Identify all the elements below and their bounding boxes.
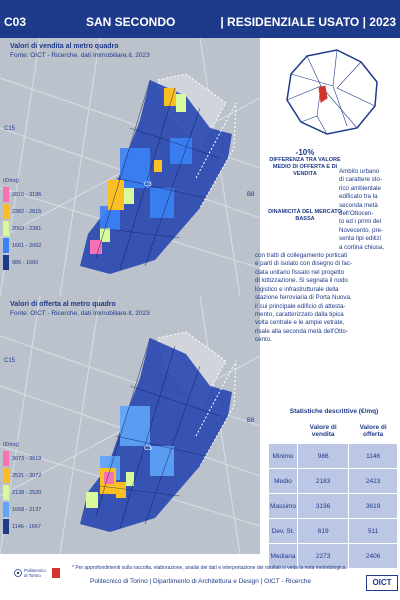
legend-label: 2382 - 2815 [12, 208, 42, 215]
offer-value-map [0, 296, 260, 554]
legend-item [3, 501, 41, 518]
description-line: rico ambientale [339, 184, 381, 192]
description-line: il cui principale edificio di attesta- [255, 302, 346, 310]
map-legend [3, 442, 41, 535]
polito-name: Politecnico di Torino [24, 568, 46, 578]
area-label: B8 [247, 192, 255, 198]
description-line: stazione ferroviaria di Porta Nuova, [255, 294, 352, 302]
table-row [269, 494, 397, 518]
legend-swatch [3, 451, 9, 466]
offer-cell: 2423 [349, 469, 397, 493]
zone-description [257, 168, 397, 345]
table-header-empty [269, 419, 297, 443]
locator-map [277, 46, 387, 138]
description-line: di carattere sto- [339, 176, 382, 184]
row-label: Dev. St. [269, 519, 297, 543]
map-legend [3, 178, 41, 271]
footer-credits: Politecnico di Torino | Dipartimento di Architettura e Design | OICT - Ricerche [90, 578, 311, 585]
description-line: dell'Ottocen- [339, 210, 374, 218]
offer-cell: 1146 [349, 444, 397, 468]
sale-cell: 619 [298, 519, 348, 543]
legend-label: 3073 - 3619 [12, 455, 42, 462]
area-label: B8 [247, 418, 255, 424]
description-line: volta centrale e le ampie vetrate, [255, 319, 345, 327]
table-header-row [269, 419, 397, 443]
methodology-footnote: * Per approfondimenti sulla raccolta, elaborazione, analisi dei dati e interpretazione dei risultati si veda la nota metodologica. [72, 565, 347, 571]
description-line: a cortina chiusa, [339, 243, 385, 251]
row-label: Medio [269, 469, 297, 493]
description-line: senta tipi edilizi [339, 235, 381, 243]
oict-logo: OICT [366, 575, 398, 591]
area-label: C3 [144, 182, 152, 188]
area-label: C15 [4, 126, 16, 132]
description-line: to ed i primi del [339, 218, 381, 226]
polito-logo-icon [14, 569, 22, 577]
description-line: edificato tra la [339, 193, 378, 201]
legend-item [3, 518, 41, 535]
zone-code: C03 [4, 15, 27, 29]
row-label: Massimo [269, 494, 297, 518]
column-header: Valore di vendita [298, 419, 348, 443]
legend-swatch [3, 485, 9, 500]
row-label: Mediana [269, 544, 297, 568]
legend-label: 2063 - 2381 [12, 225, 42, 232]
offer-cell: 2406 [349, 544, 397, 568]
legend-label: 986 - 1660 [12, 259, 39, 266]
legend-item [3, 186, 41, 203]
legend-item [3, 484, 41, 501]
sale-value-map [0, 38, 260, 296]
column-header: Valore di offerta [349, 419, 397, 443]
legend-swatch [3, 255, 9, 270]
map-title: Valori di offerta al metro quadro [10, 301, 116, 308]
legend-label: 1668 - 2137 [12, 506, 42, 513]
description-line: mento, caratterizzato dalla tipica [255, 310, 344, 318]
description-line: logistico e infrastrutturale della [255, 285, 339, 293]
description-line: Ambito urbano [339, 168, 380, 175]
row-label: Minimo [269, 444, 297, 468]
page-header [0, 0, 400, 38]
legend-swatch [3, 468, 9, 483]
map-source: Fonte: OICT - Ricerche, dati Immobiliare.it, 2023 [10, 310, 150, 317]
legend-swatch [3, 238, 9, 253]
difference-value: -10% [295, 148, 315, 157]
market-dynamism: DINAMICITÀ DEL MERCATO BASSA [268, 209, 342, 222]
table-row [269, 519, 397, 543]
sale-cell: 2273 [298, 544, 348, 568]
offer-cell: 511 [349, 519, 397, 543]
legend-unit: (€/mq) [3, 178, 19, 184]
description-line: risale alla seconda metà dell'Otto- [255, 327, 349, 335]
report-subtitle: | RESIDENZIALE USATO | 2023 [220, 15, 396, 29]
legend-item [3, 220, 41, 237]
legend-swatch [3, 502, 9, 517]
map-source: Fonte: OICT - Ricerche, dati Immobiliare.it, 2023 [10, 52, 150, 59]
legend-swatch [3, 519, 9, 534]
legend-swatch [3, 221, 9, 236]
legend-item [3, 203, 41, 220]
description-line: cento. [255, 336, 272, 344]
area-label: C3 [144, 446, 152, 452]
sale-cell: 3196 [298, 494, 348, 518]
description-line: di lottizzazione. Si segnala il nodo [255, 277, 348, 285]
legend-label: 1661 - 2062 [12, 242, 42, 249]
legend-label: 1146 - 1667 [12, 523, 41, 530]
table-row [269, 469, 397, 493]
map-title: Valori di vendita al metro quadro [10, 43, 119, 50]
legend-label: 2138 - 2520 [12, 489, 42, 496]
department-logo-icon [52, 568, 60, 578]
legend-item [3, 237, 41, 254]
sale-cell: 2183 [298, 469, 348, 493]
difference-label: DIFFERENZA TRA VALORE MEDIO DI OFFERTA E DI VENDITA [269, 157, 341, 177]
description-line: seconda metà [339, 201, 378, 209]
legend-item [3, 467, 41, 484]
legend-swatch [3, 204, 9, 219]
table-row [269, 444, 397, 468]
stats-title: Statistiche descrittive (€/mq) [289, 408, 379, 415]
legend-item [3, 254, 41, 271]
legend-label: 2816 - 3196 [12, 191, 42, 198]
stats-table [268, 418, 398, 569]
description-line: Novecento, pre- [339, 226, 384, 234]
description-line: ciata unitario fissato nel progetto [255, 268, 345, 276]
legend-swatch [3, 187, 9, 202]
sale-cell: 986 [298, 444, 348, 468]
legend-item [3, 450, 41, 467]
zone-name: SAN SECONDO [86, 15, 176, 29]
legend-label: 2521 - 3072 [12, 472, 42, 479]
description-line: e parti di isolato con disegno di fac- [255, 260, 352, 268]
legend-unit: (€/mq) [3, 442, 19, 448]
area-label: C15 [4, 358, 16, 364]
offer-cell: 3619 [349, 494, 397, 518]
description-line: con tratti di collegamento porticati [255, 252, 348, 260]
